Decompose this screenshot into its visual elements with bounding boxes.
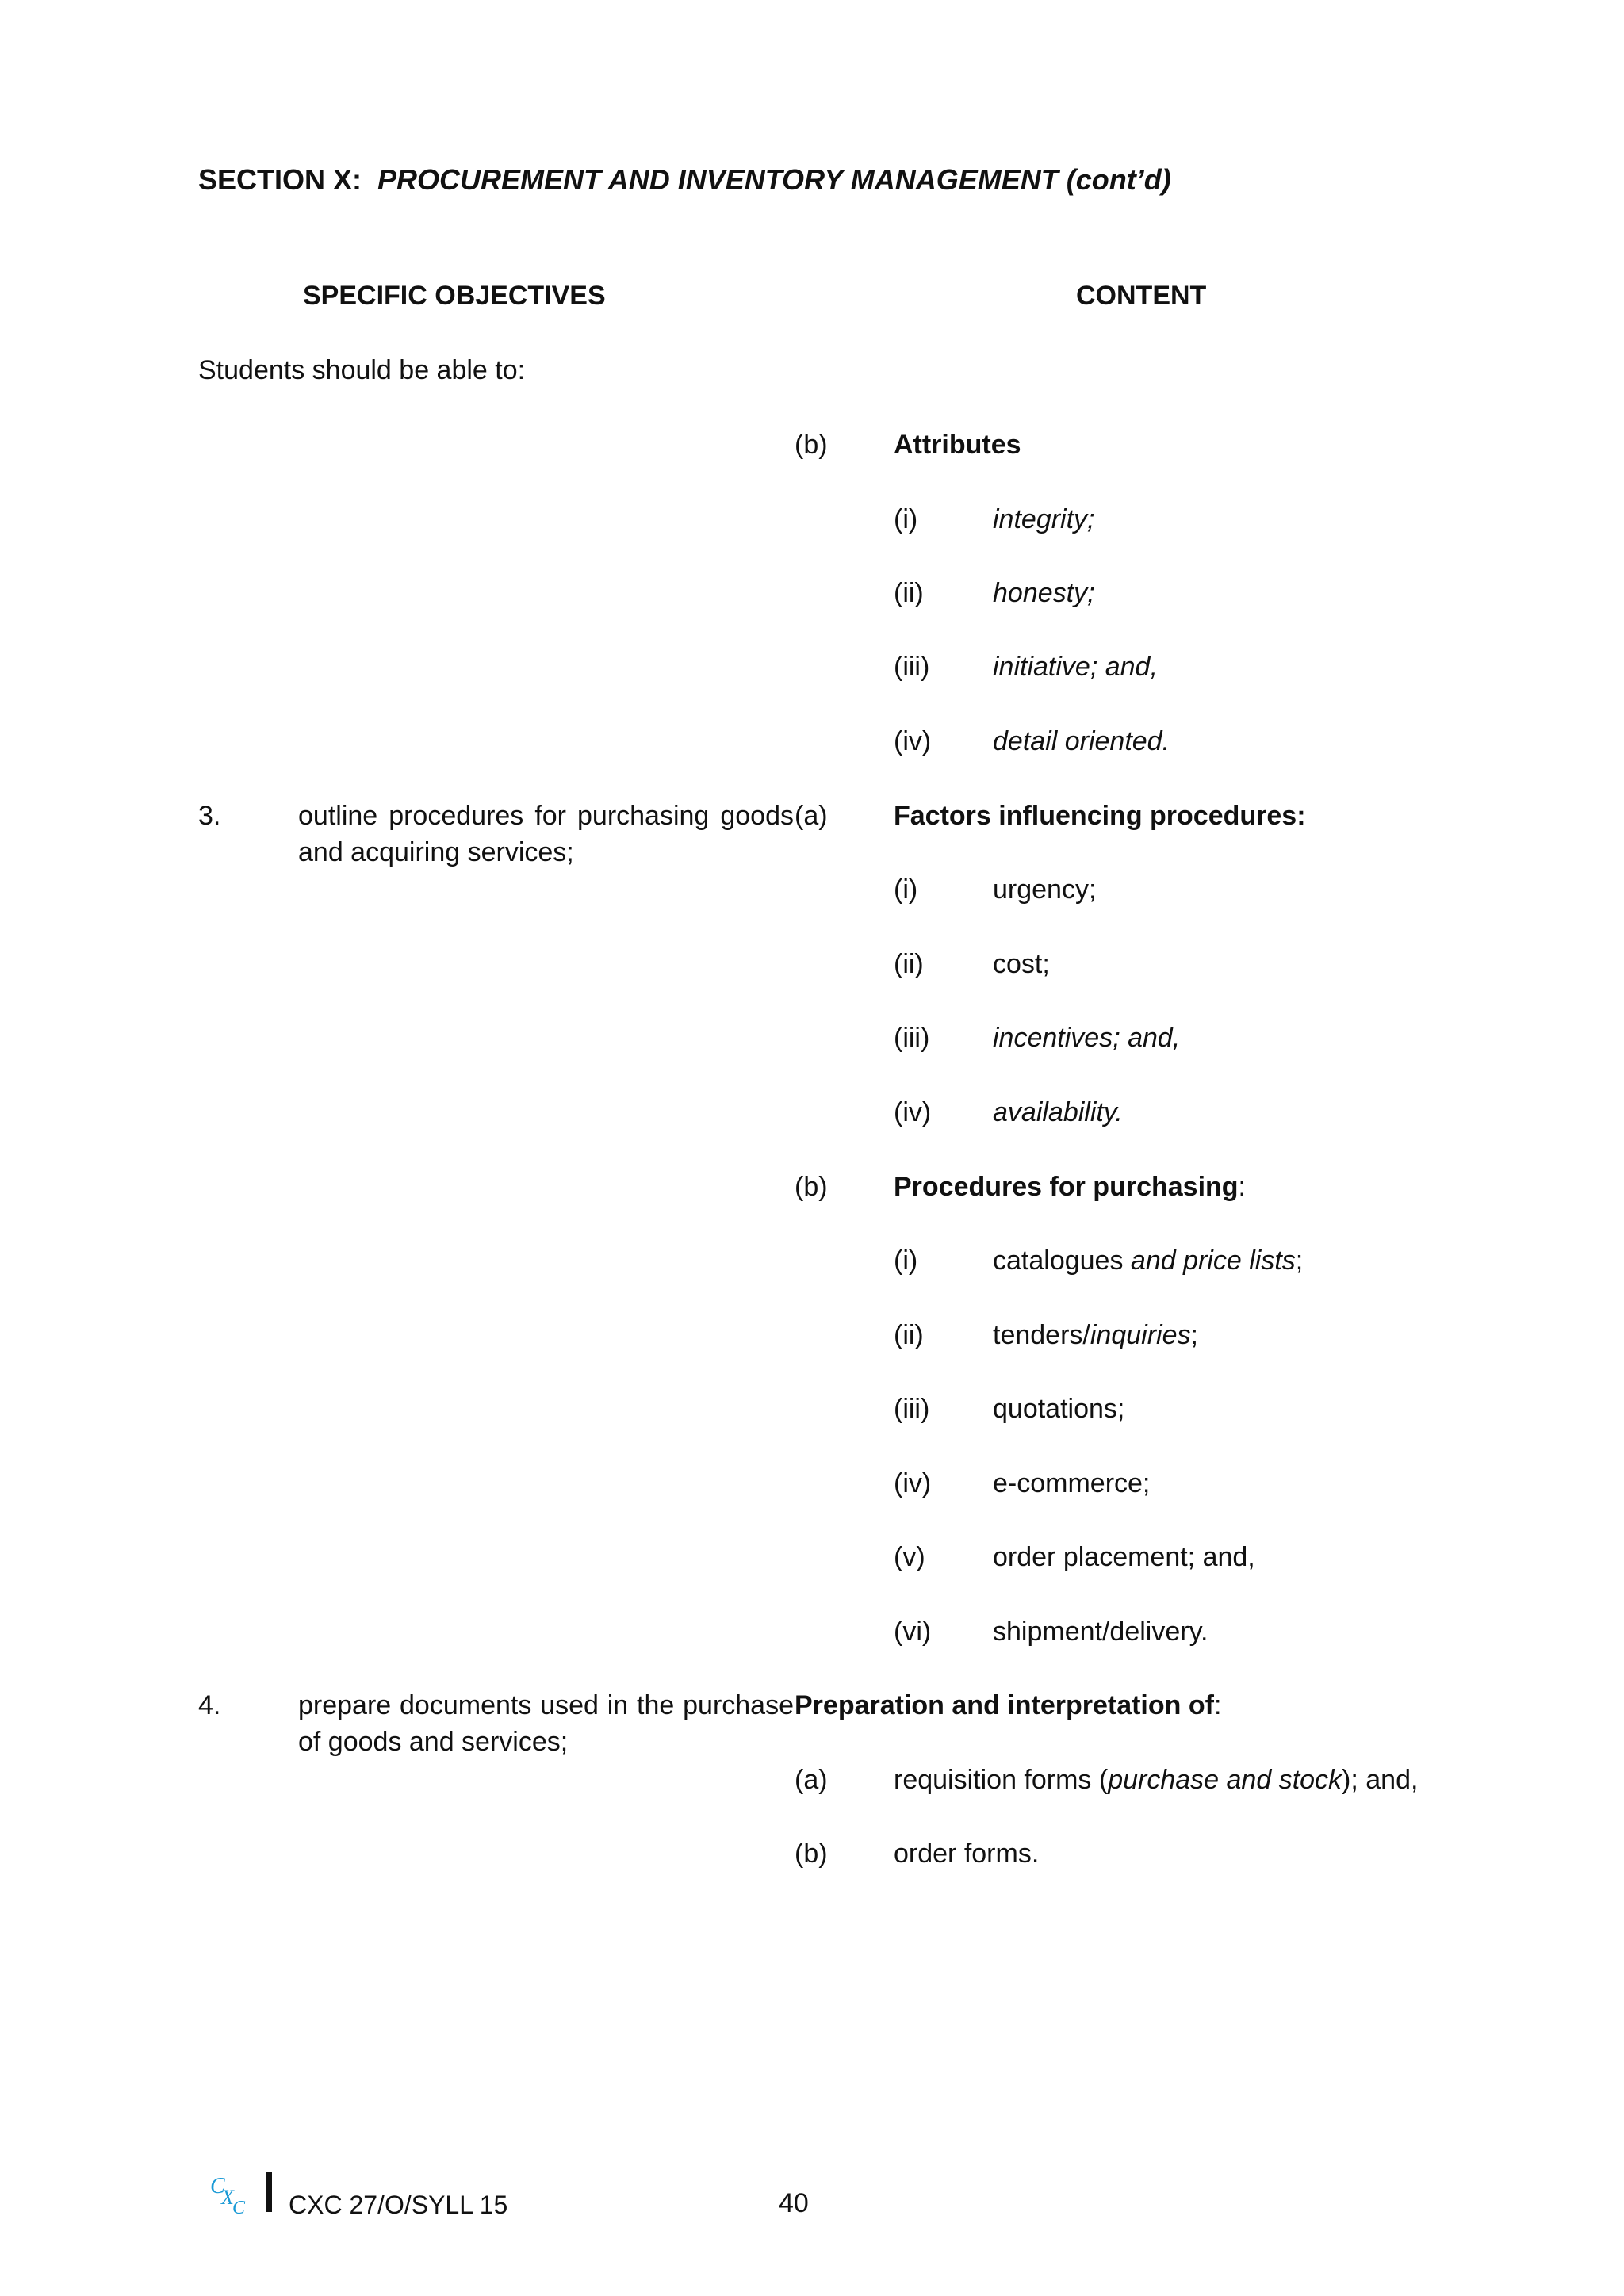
svg-text:C: C: [232, 2198, 246, 2217]
page-number: 40: [779, 2188, 809, 2218]
purchasing-item-part: catalogues: [993, 1246, 1131, 1276]
purchasing-item: quotations;: [993, 1394, 1125, 1424]
purchasing-item-part: ;: [1190, 1320, 1198, 1350]
objective-3-number: 3.: [198, 801, 221, 831]
attr-num: (iv): [894, 726, 932, 756]
purchasing-item-part: inquiries: [1090, 1320, 1191, 1350]
factor-num: (iv): [894, 1097, 932, 1127]
attr-item: detail oriented.: [993, 726, 1170, 756]
purchasing-heading: Procedures for purchasing: [894, 1172, 1239, 1202]
attr-num: (i): [894, 504, 918, 534]
purchasing-item: e-commerce;: [993, 1468, 1151, 1498]
objective-3-text: outline procedures for purchasing goods and acquiring services;: [298, 801, 794, 867]
preparation-item: order forms.: [894, 1839, 1040, 1869]
purchasing-num: (iii): [894, 1394, 930, 1424]
purchasing-item-part: tenders/: [993, 1320, 1090, 1350]
attributes-heading: Attributes: [894, 430, 1021, 460]
factor-num: (ii): [894, 949, 924, 979]
section-heading: [198, 162, 1171, 198]
footer-divider: [266, 2172, 272, 2212]
purchasing-item: order placement; and,: [993, 1542, 1255, 1572]
preparation-num: (b): [795, 1839, 828, 1869]
purchasing-heading-colon: :: [1238, 1172, 1246, 1202]
attr-item: honesty;: [993, 578, 1095, 608]
footer-code: CXC 27/O/SYLL 15: [289, 2191, 508, 2219]
purchasing-num: (iv): [894, 1468, 932, 1498]
intro-text: Students should be able to:: [198, 355, 526, 385]
factor-item: cost;: [993, 949, 1050, 979]
objectives-header: SPECIFIC OBJECTIVES: [303, 281, 606, 311]
content-header: CONTENT: [1076, 281, 1207, 311]
factors-heading: Factors influencing procedures:: [894, 801, 1306, 831]
factor-num: (iii): [894, 1023, 930, 1053]
preparation-item: [894, 1762, 1418, 1798]
objective-4-text: prepare documents used in the purchase of goods and services;: [298, 1690, 794, 1757]
section-label: SECTION X:: [198, 163, 362, 196]
svg-text:X: X: [221, 2186, 234, 2209]
factor-item: incentives; and,: [993, 1023, 1181, 1053]
purchasing-item: [993, 1317, 1198, 1353]
purchasing-num: (ii): [894, 1320, 924, 1350]
section-title: PROCUREMENT AND INVENTORY MANAGEMENT (cont’d): [377, 163, 1171, 196]
objective-4-number: 4.: [198, 1690, 221, 1720]
attr-item: initiative; and,: [993, 652, 1158, 682]
purchasing-item-part: and price lists: [1130, 1246, 1296, 1276]
attributes-marker: (b): [795, 430, 828, 460]
purchasing-item-part: ;: [1295, 1246, 1304, 1276]
preparation-item-part: ); and,: [1342, 1765, 1419, 1795]
factors-marker: (a): [795, 801, 828, 831]
factor-item: availability.: [993, 1097, 1123, 1127]
factor-num: (i): [894, 874, 918, 905]
cxc-logo: [209, 2172, 255, 2217]
purchasing-marker: (b): [795, 1172, 828, 1202]
attr-num: (ii): [894, 578, 924, 608]
purchasing-item: [993, 1242, 1303, 1279]
preparation-item-part: purchase and stock: [1108, 1765, 1342, 1795]
svg-text:C: C: [210, 2174, 225, 2198]
purchasing-item: shipment/delivery.: [993, 1617, 1208, 1647]
preparation-heading-colon: :: [1213, 1690, 1222, 1720]
preparation-heading: Preparation and interpretation of: [795, 1690, 1214, 1720]
purchasing-num: (vi): [894, 1617, 932, 1647]
attr-item: integrity;: [993, 504, 1095, 534]
purchasing-num: (v): [894, 1542, 925, 1572]
purchasing-heading-line: [894, 1169, 1246, 1205]
attr-num: (iii): [894, 652, 930, 682]
preparation-heading-line: [795, 1687, 1221, 1724]
preparation-item-part: requisition forms (: [894, 1765, 1109, 1795]
factor-item: urgency;: [993, 874, 1097, 905]
purchasing-num: (i): [894, 1246, 918, 1276]
preparation-num: (a): [795, 1765, 828, 1795]
